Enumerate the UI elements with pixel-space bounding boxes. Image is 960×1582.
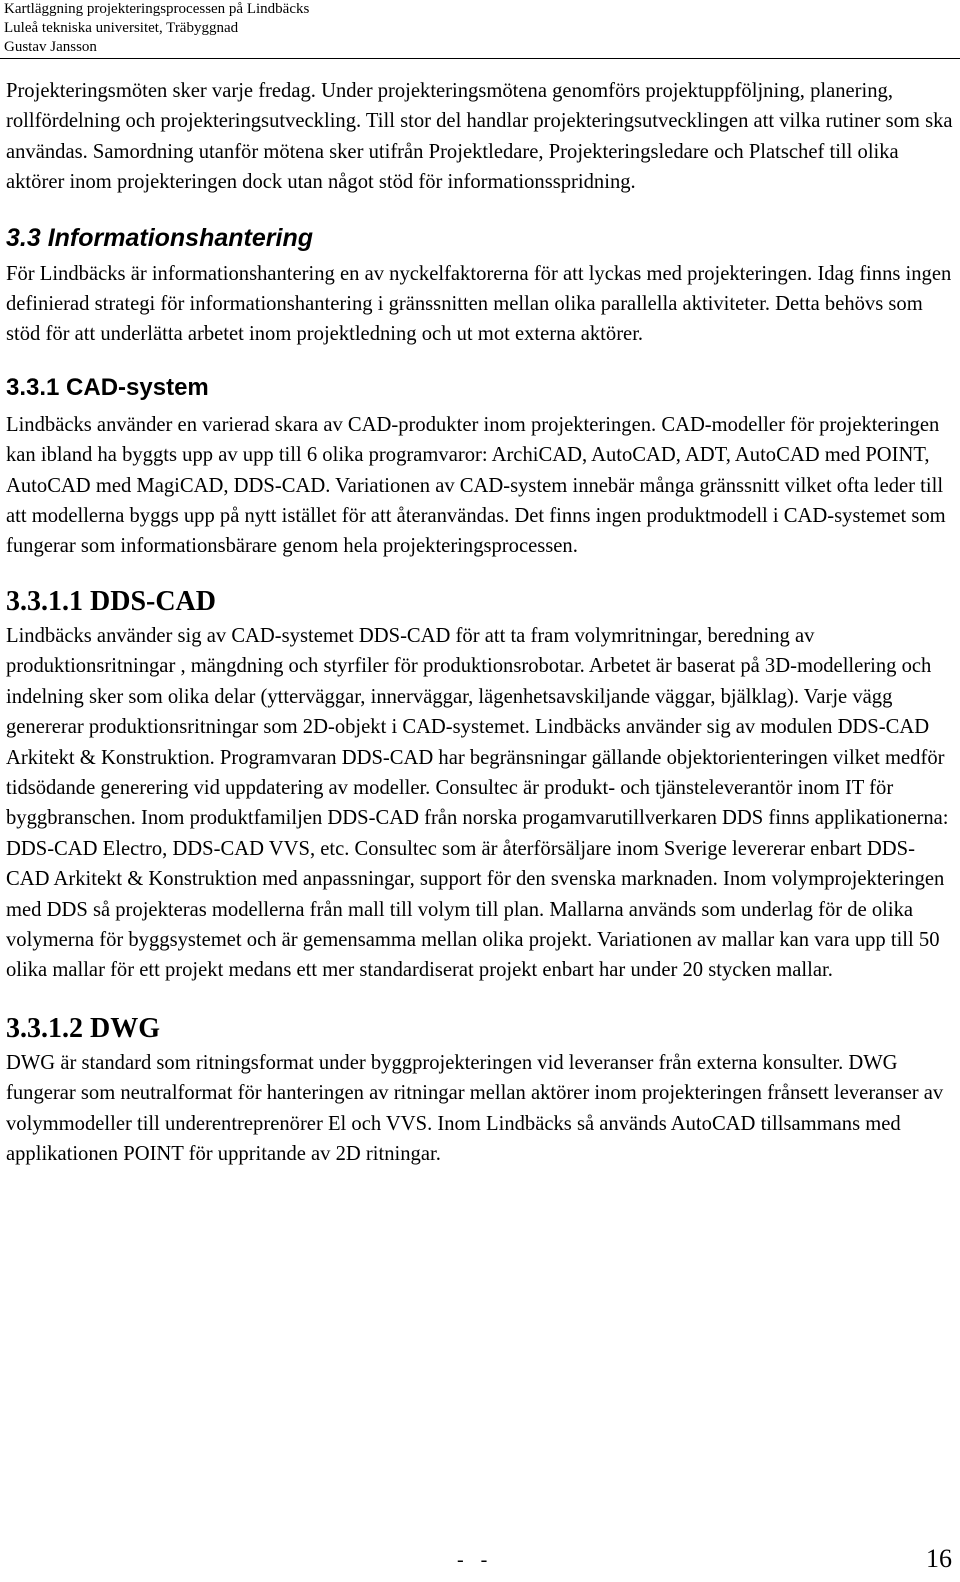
section-heading-3-3-1-1: 3.3.1.1 DDS-CAD bbox=[6, 585, 216, 617]
page-header bbox=[4, 0, 309, 57]
section-heading-3-3: 3.3 Informationshantering bbox=[6, 223, 313, 252]
header-rule bbox=[0, 58, 960, 59]
section-3-3-1-2-paragraph: DWG är standard som ritningsformat under byggprojekteringen vid leveranser från externa konsulter. DWG fungerar som neutralformat för hanteringen av ritningar mellan aktörer inom projekteringen frånsett leveranser av volymmodeller till underentreprenörer El och VVS. Inom Lindbäcks så används AutoCAD tillsammans med applikationen POINT för uppritande av 2D ritningar. bbox=[6, 1051, 944, 1165]
footer-dashes: - - bbox=[457, 1549, 494, 1571]
header-author: Gustav Jansson bbox=[4, 39, 97, 55]
section-3-3-1-1-paragraph: Lindbäcks använder sig av CAD-systemet DDS-CAD för att ta fram volymritningar, beredning av produktionsritningar , mängdning och styrfiler för produktionsrobotar. Arbetet är baserat på 3D-modellering och indelning sker som olika delar (ytterväggar, innerväggar, lägenhetsavskiljande väggar, bjälklag). Varje vägg genererar produktionsritningar som 2D-objekt i CAD-systemet. Lindbäcks använder sig av modulen DDS-CAD Arkitekt & Konstruktion. Programvaran DDS-CAD har begränsningar gällande objektorienteringen vilket medför tidsödande generering vid uppdatering av modeller. Consultec är produkt- och tjänsteleverantör inom IT för byggbranschen. Inom produktfamiljen DDS-CAD från norska progamvarutillverkaren DDS finns applikationerna: DDS-CAD Electro, DDS-CAD VVS, etc. Consultec som är återförsäljare inom Sverige levererar enbart DDS-CAD Arkitekt & Konstruktion med anpassningar, support för den svenska marknaden. Inom volymprojekteringen med DDS så projekteras modellerna från mall till volym till plan. Mallarna används som underlag för de olika volymerna för byggsystemet och är gemensamma mellan olika projekt. Variationen av mallar kan vara upp till 50 olika mallar för ett projekt medans ett mer standardiserat projekt enbart har under 20 stycken mallar. bbox=[6, 624, 949, 982]
section-3-3-paragraph: För Lindbäcks är informationshantering en av nyckelfaktorerna för att lyckas med projekteringen. Idag finns ingen definierad strategi för informationshantering i gränssnitten mellan olika parallella aktiviteter. Detta behövs som stöd för att underlätta arbetet inom projektledning och ut mot externa aktörer. bbox=[6, 262, 952, 346]
intro-paragraph: Projekteringsmöten sker varje fredag. Under projekteringsmötena genomförs projektuppföljning, planering, rollfördelning och projekteringsutveckling. Till stor del handlar projekteringsutvecklingen att vilka rutiner som ska användas. Samordning utanför mötena sker utifrån Projektledare, Projekteringsledare och Platschef till olika aktörer inom projekteringen dock utan något stöd för informationsspridning. bbox=[6, 80, 953, 194]
header-institution: Luleå tekniska universitet, Träbyggnad bbox=[4, 20, 239, 36]
section-heading-3-3-1-2: 3.3.1.2 DWG bbox=[6, 1012, 160, 1044]
page-number: 16 bbox=[926, 1544, 952, 1573]
header-title: Kartläggning projekteringsprocessen på Lindbäcks bbox=[4, 1, 310, 17]
document-body bbox=[6, 62, 956, 1169]
section-heading-3-3-1: 3.3.1 CAD-system bbox=[6, 373, 209, 401]
section-3-3-1-paragraph: Lindbäcks använder en varierad skara av CAD-produkter inom projekteringen. CAD-modeller för projekteringen kan ibland ha byggts upp av upp till 6 olika programvaror: ArchiCAD, AutoCAD, ADT, AutoCAD med POINT, AutoCAD med MagiCAD, DDS-CAD. Variationen av CAD-system innebär många gränssnitt vilket ofta leder till att modellerna byggs upp på nytt istället för att återanvändas. Det finns ingen produktmodell i CAD-systemet som fungerar som informationsbärare genom hela projekteringsprocessen. bbox=[6, 413, 946, 558]
